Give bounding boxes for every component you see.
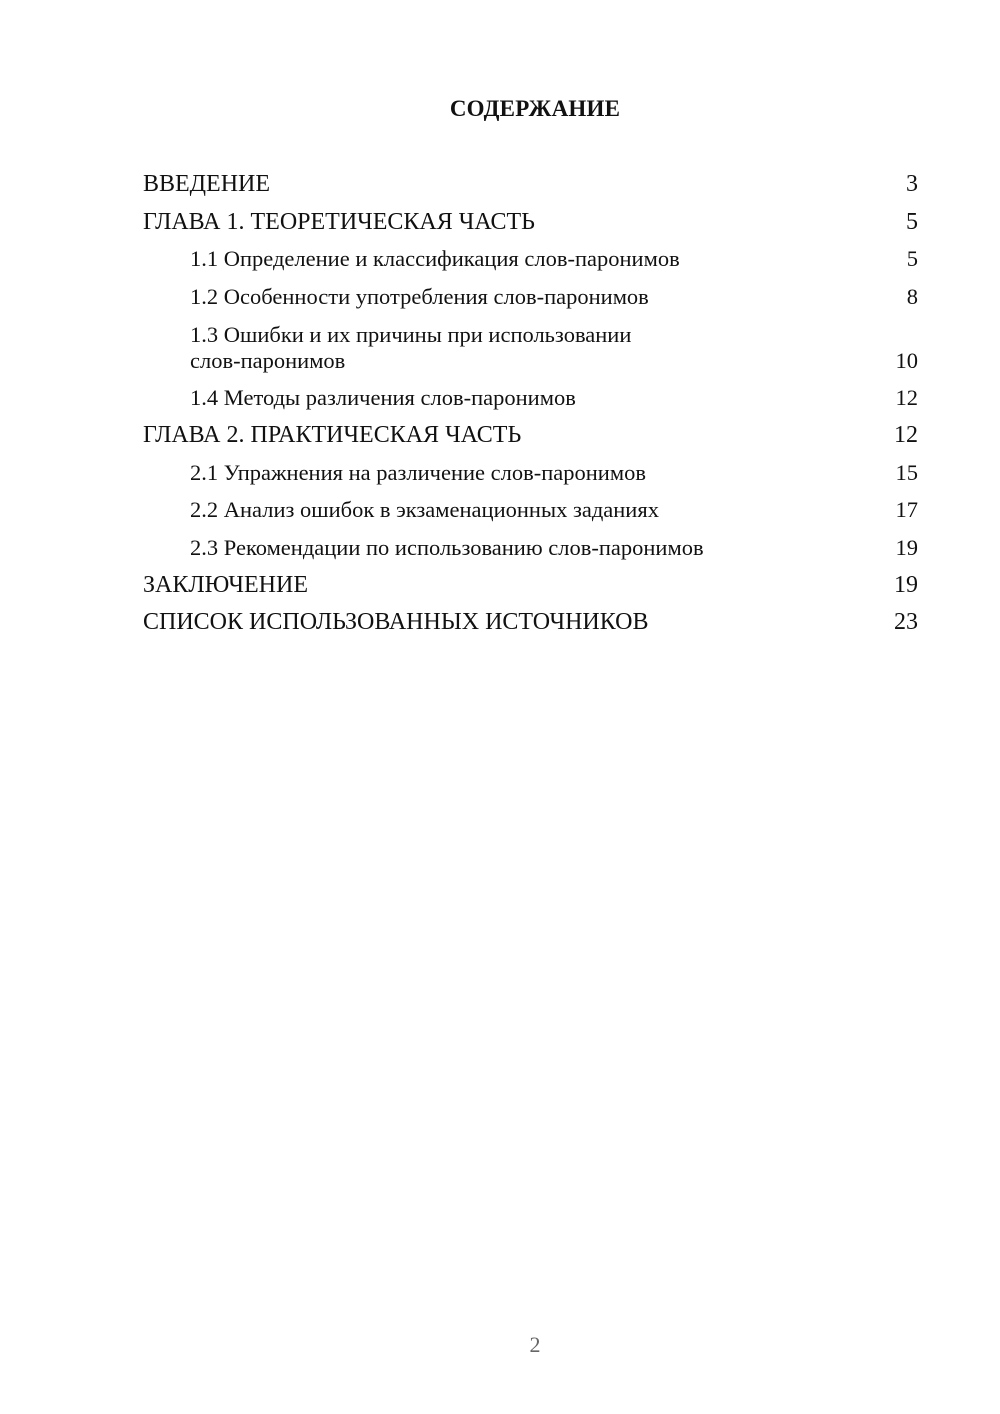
toc-entry-page: 5 (906, 246, 918, 272)
toc-entry-page: 5 (906, 208, 918, 235)
toc-entry-page: 12 (895, 384, 918, 410)
toc-entry-label: 1.4 Методы различения слов-паронимов (190, 384, 576, 410)
toc-entry-page: 8 (906, 283, 918, 309)
toc-entry-page: 19 (894, 571, 918, 598)
toc-entry-page: 10 (895, 347, 918, 373)
toc-entry-label: 2.1 Упражнения на различение слов-паронимов (190, 459, 646, 485)
toc-entry-page: 23 (894, 609, 918, 636)
toc-entry-chapter-2[interactable] (143, 419, 918, 456)
toc-entry-references[interactable] (143, 606, 918, 643)
toc-entry-introduction[interactable] (143, 168, 918, 205)
toc-entry-section-1-3[interactable] (143, 318, 918, 382)
page-title: СОДЕРЖАНИЕ (449, 96, 621, 121)
toc-entry-label: ЗАКЛЮЧЕНИЕ (143, 571, 308, 598)
toc-entry-label: ГЛАВА 1. ТЕОРЕТИЧЕСКАЯ ЧАСТЬ (143, 208, 535, 235)
toc-entry-label: 1.1 Определение и классификация слов-паронимов (190, 246, 680, 272)
toc-entry-section-1-4[interactable] (143, 382, 918, 419)
toc-entry-section-2-1[interactable] (143, 456, 918, 493)
toc-entry-conclusion[interactable] (143, 569, 918, 606)
toc-entry-page: 15 (895, 459, 918, 485)
toc-entry-page: 3 (906, 171, 918, 198)
toc-entry-section-2-3[interactable] (143, 531, 918, 568)
toc-entry-section-1-1[interactable] (143, 243, 918, 280)
toc-entry-page: 12 (894, 422, 918, 449)
toc-entry-label: 2.3 Рекомендации по использованию слов-паронимов (190, 534, 704, 560)
toc-entry-label: 1.3 Ошибки и их причины при использовании слов-паронимов (190, 321, 632, 373)
toc-entry-label: ВВЕДЕНИЕ (143, 171, 271, 198)
toc-entry-section-2-2[interactable] (143, 494, 918, 531)
toc-entry-page: 17 (895, 497, 918, 523)
toc-entry-label: 1.2 Особенности употребления слов-паронимов (190, 283, 649, 309)
toc-entry-label: 2.2 Анализ ошибок в экзаменационных заданиях (190, 497, 659, 523)
table-of-contents (143, 168, 918, 643)
toc-entry-chapter-1[interactable] (143, 205, 918, 242)
toc-entry-label: ГЛАВА 2. ПРАКТИЧЕСКАЯ ЧАСТЬ (143, 422, 522, 449)
page-number: 2 (529, 1332, 541, 1357)
toc-entry-section-1-2[interactable] (143, 280, 918, 317)
toc-entry-label: СПИСОК ИСПОЛЬЗОВАННЫХ ИСТОЧНИКОВ (143, 609, 649, 636)
toc-entry-page: 19 (895, 534, 918, 560)
